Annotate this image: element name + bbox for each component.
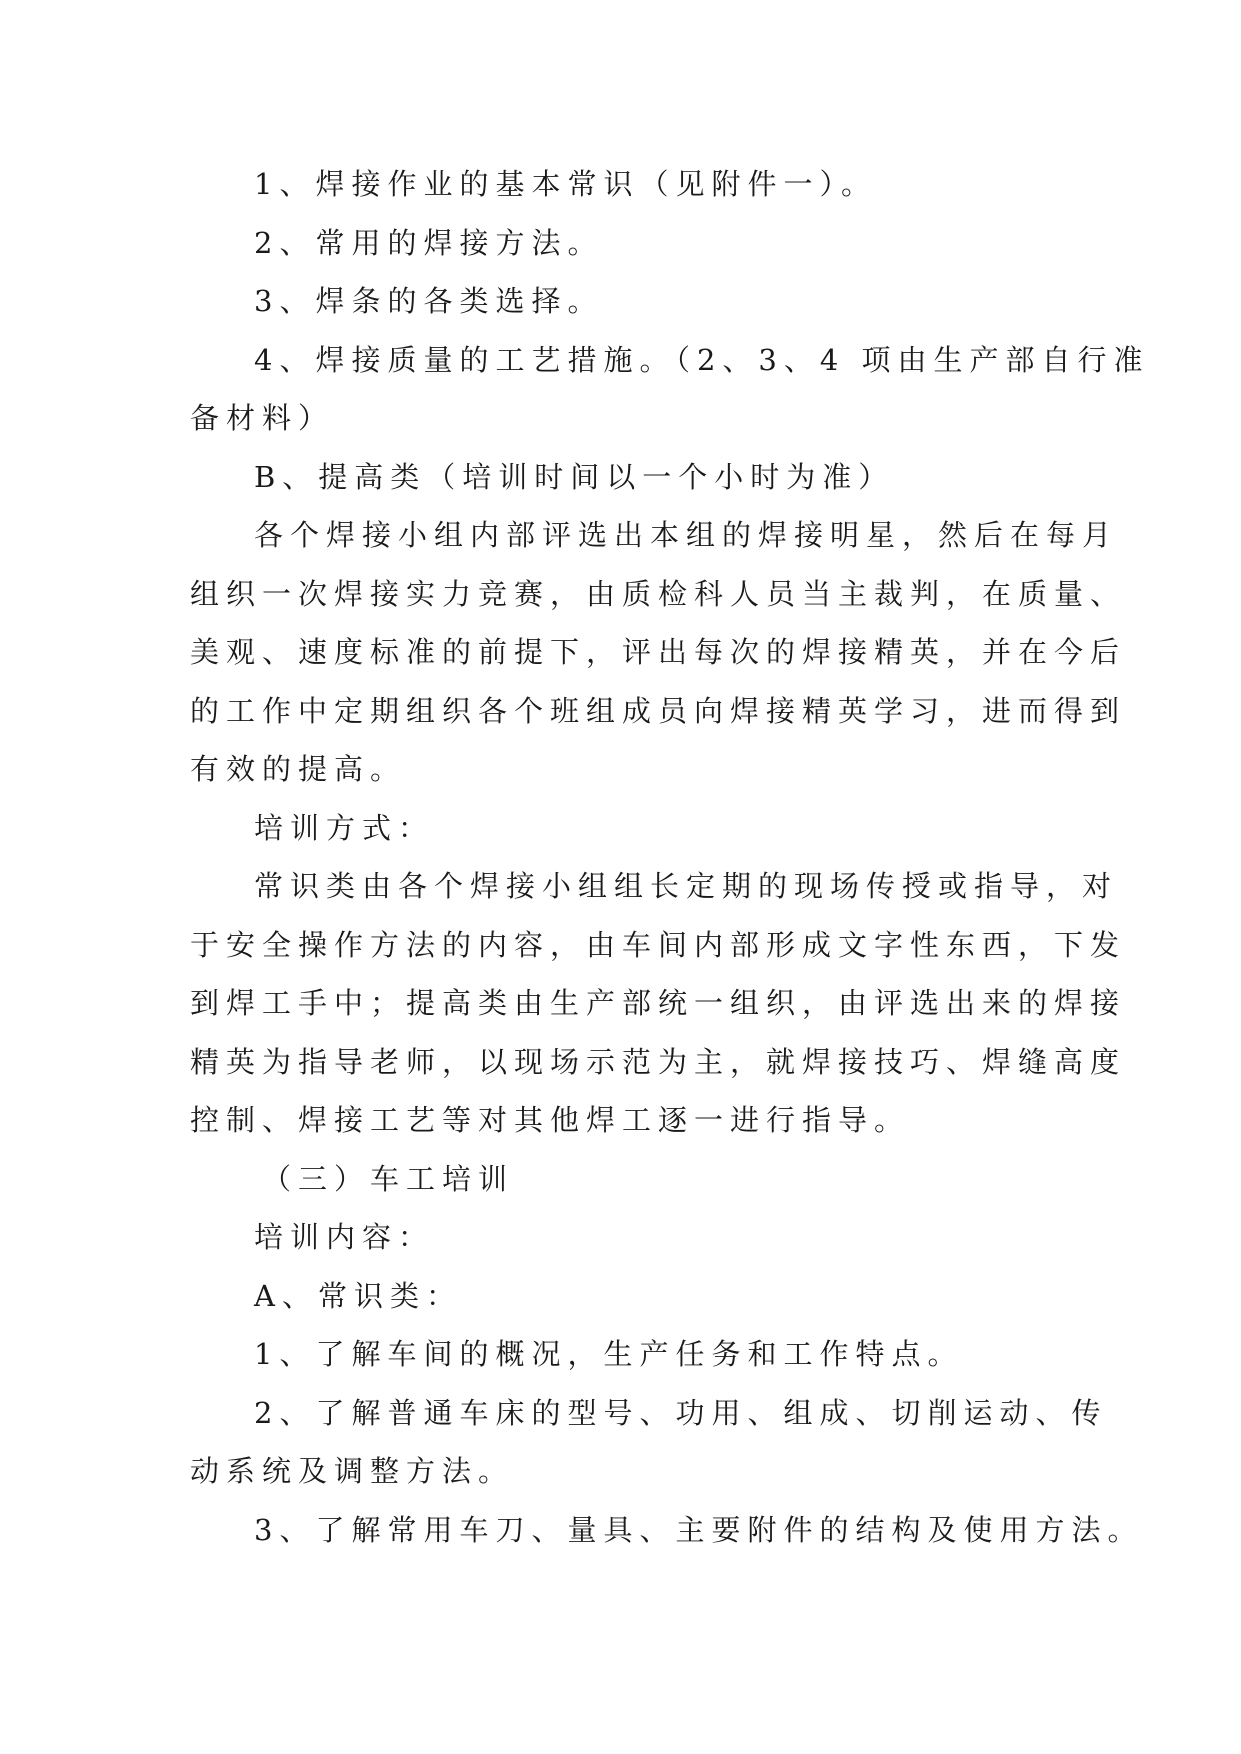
section-heading-training-content: 培训内容： <box>254 1220 435 1254</box>
paragraph-line: 控制、焊接工艺等对其他焊工逐一进行指导。 <box>190 1103 911 1137</box>
section-heading-a: A、常识类： <box>254 1278 462 1313</box>
list-item-2: 2、了解普通车床的型号、功用、组成、切削运动、传 <box>254 1395 1108 1430</box>
document-page <box>190 155 1150 1559</box>
section-heading-b: B、提高类（培训时间以一个小时为准） <box>254 459 895 494</box>
list-item-2-continued: 动系统及调整方法。 <box>190 1454 515 1488</box>
paragraph-line: 各个焊接小组内部评选出本组的焊接明星，然后在每月 <box>254 518 1119 552</box>
paragraph-line: 有效的提高。 <box>190 752 407 786</box>
list-item-3: 3、焊条的各类选择。 <box>254 284 604 318</box>
paragraph-line: 美观、速度标准的前提下，评出每次的焊接精英，并在今后 <box>190 635 1127 669</box>
list-item-1: 1、了解车间的概况，生产任务和工作特点。 <box>254 1337 964 1371</box>
paragraph-line: 精英为指导老师，以现场示范为主，就焊接技巧、焊缝高度 <box>190 1044 1127 1079</box>
section-heading-training-method: 培训方式： <box>254 810 435 845</box>
paragraph-line: 的工作中定期组织各个班组成员向焊接精英学习，进而得到 <box>190 693 1127 728</box>
paragraph-line: 于安全操作方法的内容，由车间内部形成文字性东西，下发 <box>190 927 1127 962</box>
list-item-4: 4、焊接质量的工艺措施。（2、3、4 项由生产部自行准 <box>254 342 1150 377</box>
list-item-4-continued: 备材料） <box>190 401 335 435</box>
list-item-3: 3、了解常用车刀、量具、主要附件的结构及使用方法。 <box>254 1512 1144 1547</box>
paragraph-line: 到焊工手中；提高类由生产部统一组织，由评选出来的焊接 <box>190 986 1127 1020</box>
paragraph-line: 常识类由各个焊接小组组长定期的现场传授或指导，对 <box>254 869 1119 903</box>
paragraph-line: 组织一次焊接实力竞赛，由质检科人员当主裁判，在质量、 <box>190 576 1127 611</box>
list-item-1: 1、焊接作业的基本常识（见附件一）。 <box>254 167 877 201</box>
list-item-2: 2、常用的焊接方法。 <box>254 225 604 260</box>
section-heading-lathe-training: （三）车工培训 <box>262 1161 515 1196</box>
